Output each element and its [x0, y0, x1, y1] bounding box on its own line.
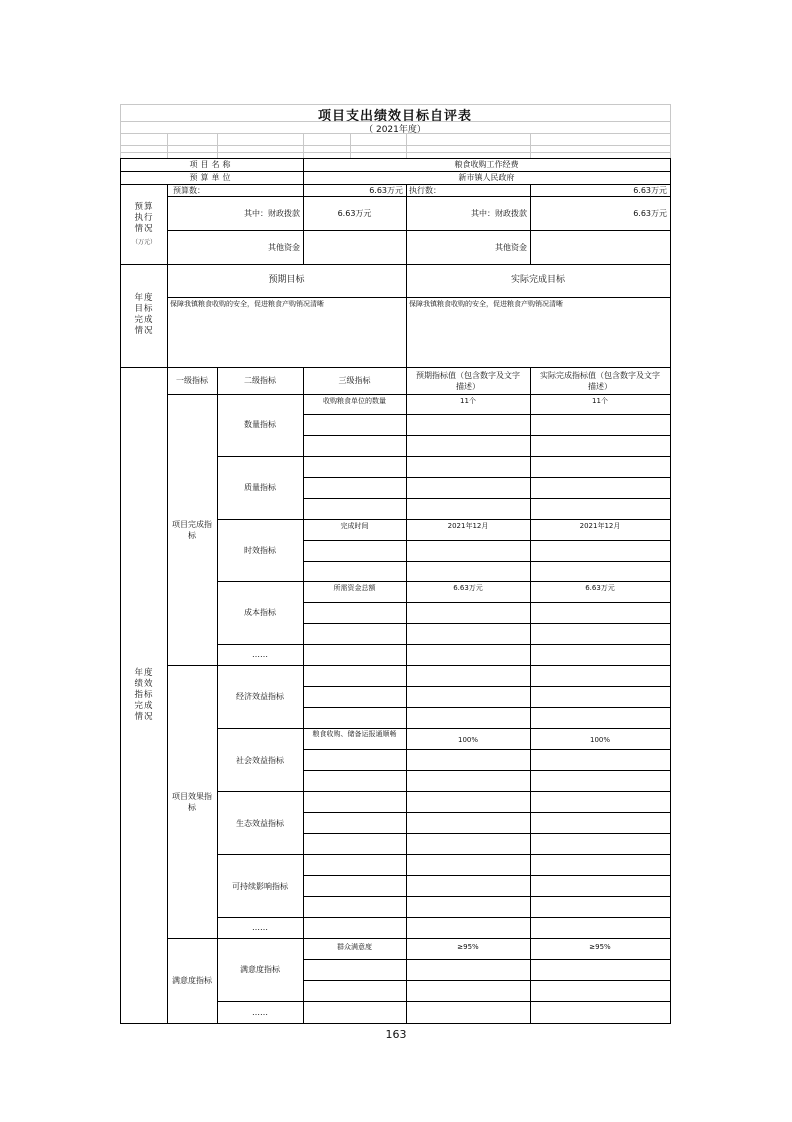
table-border — [120, 1023, 671, 1024]
other-funds-label-budget: 其他资金 — [268, 242, 300, 252]
finance-label-budget: 其中：财政拨款 — [244, 208, 300, 218]
row-line — [303, 707, 671, 708]
group-satisfaction-label: 满意度指标 — [172, 975, 212, 985]
table-line — [406, 367, 407, 1024]
group-completion-label: 项目完成指标 — [172, 520, 212, 540]
ellipsis-label: …… — [252, 650, 268, 659]
group-effect-label: 项目效果指标 — [172, 792, 212, 812]
row-line — [303, 812, 671, 813]
quantity-row-expected: 11个 — [460, 397, 476, 405]
other-funds-label-exec: 其他资金 — [495, 242, 527, 252]
ellipsis-label: …… — [252, 1007, 268, 1017]
timeliness-indicator-label: 时效指标 — [244, 546, 276, 555]
budget-section-label: 预算执行情况 — [134, 201, 154, 234]
table-border — [670, 158, 671, 1024]
finance-exec-value: 6.63万元 — [633, 208, 667, 218]
row-line — [303, 623, 671, 624]
row-line — [217, 791, 671, 792]
row-line — [303, 477, 671, 478]
exec-label: 执行数： — [409, 185, 441, 195]
project-name-value: 粮食收购工作经费 — [454, 160, 519, 169]
time-row-actual: 2021年12月 — [579, 522, 621, 530]
expected-goal-text: 保障我镇粮食收购的安全，促进粮食产购销况清晰 — [170, 300, 324, 308]
col-level3-header: 三级指标 — [338, 376, 371, 385]
time-row-name: 完成时间 — [340, 522, 369, 530]
row-line — [303, 896, 671, 897]
budget-unit-value: 新市镇人民政府 — [458, 173, 515, 182]
row-line — [217, 456, 671, 457]
ellipsis-label: …… — [252, 923, 268, 932]
gridline — [120, 121, 670, 122]
row-line — [303, 540, 671, 541]
row-line — [217, 854, 671, 855]
indicators-section-label: 年度绩效指标完成情况 — [134, 667, 154, 722]
gridline — [120, 152, 670, 153]
row-line — [303, 770, 671, 771]
satisfaction-indicator-label: 满意度指标 — [240, 965, 280, 974]
gridline — [406, 133, 407, 158]
sustainable-indicator-label: 可持续影响指标 — [232, 881, 288, 891]
budget-label: 预算数： — [173, 185, 205, 195]
row-line — [303, 498, 671, 499]
page-title: 项目支出绩效目标自评表 — [317, 109, 472, 124]
gridline — [120, 133, 670, 134]
row-line — [303, 602, 671, 603]
cost-row-actual: 6.63万元 — [585, 584, 615, 592]
actual-goal-text: 保障我镇粮食收购的安全，促进粮食产购销况清晰 — [409, 300, 563, 308]
expected-goal-header: 预期目标 — [268, 275, 305, 285]
gridline — [303, 133, 304, 158]
col-level1-header: 一级指标 — [176, 376, 208, 385]
row-line — [303, 833, 671, 834]
row-line — [303, 959, 671, 960]
gridline — [217, 133, 218, 158]
row-line — [303, 435, 671, 436]
social-row-expected: 100% — [457, 736, 478, 744]
gridline — [120, 104, 670, 105]
cost-row-name: 所需资金总额 — [333, 584, 376, 592]
exec-value: 6.63万元 — [633, 185, 667, 195]
table-border — [120, 158, 121, 1024]
gridline — [120, 104, 121, 158]
social-row-actual: 100% — [589, 736, 610, 744]
quantity-row-actual: 11个 — [592, 397, 608, 405]
table-line — [530, 367, 531, 1024]
economic-indicator-label: 经济效益指标 — [236, 691, 284, 701]
row-line — [303, 414, 671, 415]
row-line — [303, 686, 671, 687]
col-level2-header: 二级指标 — [244, 376, 276, 385]
table-line — [303, 367, 304, 1024]
satisfaction-row-actual: ≥95% — [589, 943, 611, 951]
gridline — [167, 133, 168, 158]
actual-goal-header: 实际完成目标 — [510, 275, 565, 285]
row-line — [167, 665, 671, 666]
satisfaction-row-expected: ≥95% — [457, 943, 479, 951]
ecological-indicator-label: 生态效益指标 — [236, 818, 284, 828]
quantity-indicator-label: 数量指标 — [244, 420, 276, 429]
row-line — [303, 561, 671, 562]
row-line — [303, 749, 671, 750]
year-subtitle: （ 2021年度） — [364, 125, 426, 135]
quantity-row-name: 收购粮食单位的数量 — [323, 397, 386, 405]
table-line — [167, 367, 168, 1024]
project-name-label: 项目名称 — [189, 160, 234, 169]
page-number: 163 — [385, 1028, 407, 1041]
budget-section-unit: （万元） — [131, 238, 156, 246]
col-expected-header: 预期指标值（包含数字及文字描述） — [416, 370, 520, 391]
col-actual-header: 实际完成指标值（包含数字及文字描述） — [540, 370, 660, 391]
social-row-name: 粮食收购、储备运报通顺畅 — [312, 730, 397, 738]
row-line — [303, 875, 671, 876]
time-row-expected: 2021年12月 — [447, 522, 489, 530]
gridline — [350, 133, 351, 158]
row-line — [303, 980, 671, 981]
gridline — [670, 104, 671, 158]
cost-row-expected: 6.63万元 — [453, 584, 483, 592]
satisfaction-row-name: 群众满意度 — [337, 943, 372, 951]
cost-indicator-label: 成本指标 — [244, 608, 276, 617]
social-indicator-label: 社会效益指标 — [236, 755, 284, 765]
gridline — [120, 145, 670, 146]
budget-unit-label: 预算单位 — [189, 173, 234, 182]
finance-label-exec: 其中：财政拨款 — [471, 208, 527, 218]
budget-value: 6.63万元 — [369, 185, 403, 195]
quality-indicator-label: 质量指标 — [244, 483, 276, 492]
annual-goal-section-label: 年度目标完成情况 — [134, 293, 154, 336]
gridline — [530, 133, 531, 158]
finance-budget-value: 6.63万元 — [337, 208, 372, 218]
